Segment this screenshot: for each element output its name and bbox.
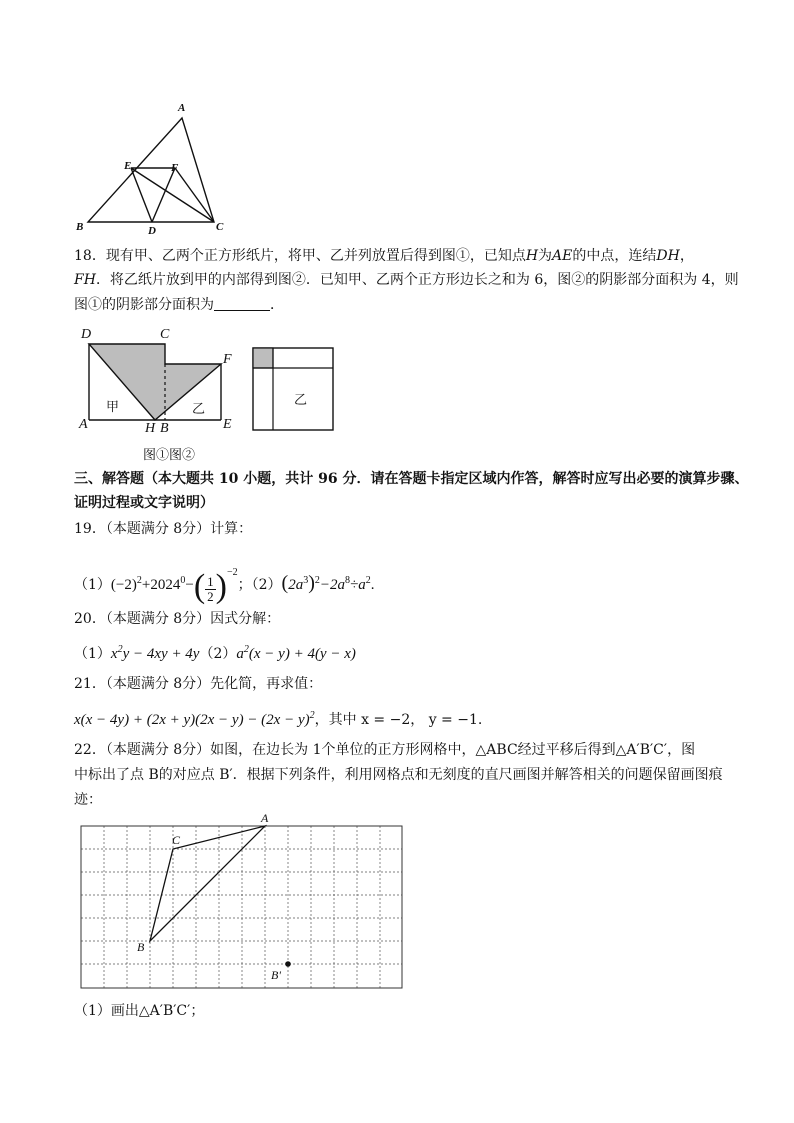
fig1-label-C: C <box>160 327 170 342</box>
fig1-label-jia: 甲 <box>106 400 120 415</box>
q20-title: 20．（本题满分 8分）因式分解： <box>74 611 281 627</box>
answer-blank[interactable] <box>214 296 270 311</box>
grid-figure <box>75 818 410 998</box>
triangle-figure <box>70 98 240 238</box>
label-E: E <box>124 160 132 172</box>
q18-line-2: FH．将乙纸片放到甲的内部得到图②．已知甲、乙两个正方形边长之和为 6，图②的阴影部分面积为 4，则 <box>74 272 739 288</box>
label-A: A <box>178 102 186 114</box>
fig1-label-E: E <box>223 417 232 432</box>
q22-line-3: 迹： <box>74 792 102 808</box>
grid-label-B-prime: B' <box>271 968 281 982</box>
section-3-heading-cont: 证明过程或文字说明） <box>74 495 214 511</box>
label-B: B <box>76 221 84 233</box>
fig1-label-A: A <box>79 417 88 432</box>
squares-figure <box>85 340 340 435</box>
section-3-heading: 三、解答题（本大题共 10 小题，共计 96 分．请在答题卡指定区域内作答，解答时应写出必要的演算步骤、 <box>74 471 749 487</box>
q18-line-3: 图①的阴影部分面积为 ． <box>74 297 284 313</box>
fig1-label-F: F <box>223 352 232 367</box>
q20-expression: $(1)x^2y - 4xy + 4y(2)a^2(x - y) + 4(y - x)$ <box>74 644 356 662</box>
grid-label-A: A <box>261 811 269 825</box>
fig1-label-D: D <box>81 327 92 342</box>
grid-label-B: B <box>137 940 145 954</box>
label-F: F <box>171 162 179 174</box>
q22-line-1: 22．（本题满分 8分）如图，在边长为 1个单位的正方形网格中，△ABC经过平移后得到△A′B′C′，图 <box>74 742 696 758</box>
q22-line-2: 中标出了点 B的对应点 B′．根据下列条件，利用网格点和无刻度的直尺画图并解答相关的问题保留画图痕 <box>74 767 723 783</box>
fig1-label-yi: 乙 <box>192 402 206 417</box>
fig1-label-B: B <box>160 421 169 436</box>
grid-label-C: C <box>172 833 181 847</box>
q19-title: 19．（本题满分 8分）计算： <box>74 521 253 537</box>
q21-title: 21．（本题满分 8分）先化简，再求值： <box>74 676 323 692</box>
q21-expression: $x(x - 4y) + (2x + y)(2x - y) - (2x - y)^2$，其中 x = −2， y = −1. <box>74 710 483 728</box>
fig1-label-H: H <box>145 421 156 436</box>
q18-line-1: 18．现有甲、乙两个正方形纸片，将甲、乙并列放置后得到图①，已知点H为AE的中点，连结DH， <box>74 248 694 264</box>
q19-expression: $(1)(-2)^2+2024^0-$( $\frac{1}{2}$ )$^{-2}$；$(2)(2a^3)^2-2a^8\div a^2$. <box>74 567 375 605</box>
fig2-label-yi: 乙 <box>294 393 308 408</box>
q22-sub-1: （1）画出△A′B′C′； <box>74 1003 205 1019</box>
figure-caption: 图①图② <box>143 448 196 463</box>
label-C: C <box>216 221 224 233</box>
label-D: D <box>148 225 156 237</box>
